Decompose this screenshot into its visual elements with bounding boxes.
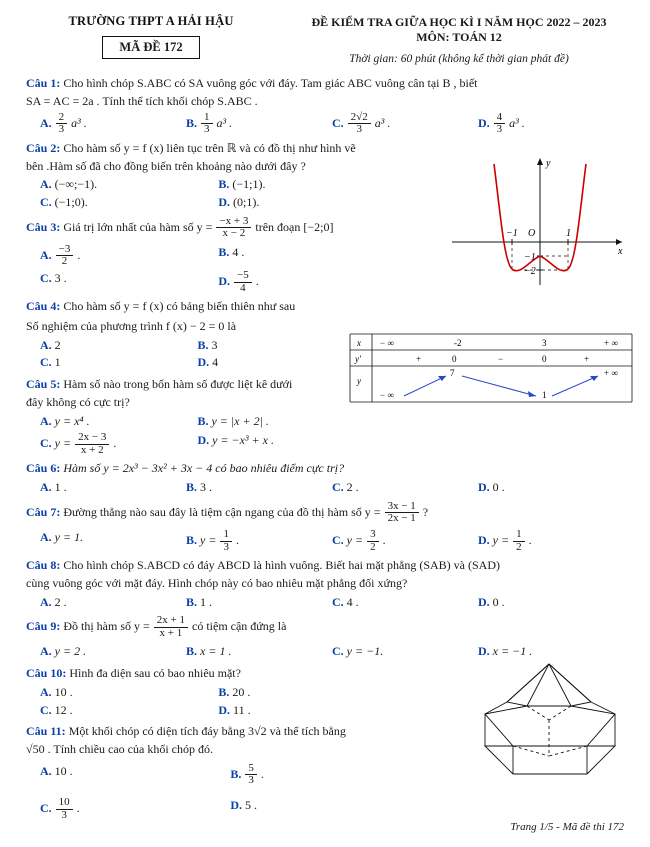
option-d[interactable] xyxy=(478,112,624,136)
question-3 xyxy=(26,216,397,294)
option-c-label: C. xyxy=(40,800,52,815)
svg-text:x: x xyxy=(357,338,361,348)
option-c[interactable] xyxy=(332,594,478,612)
option-b[interactable] xyxy=(218,176,396,194)
option-d-label: D. xyxy=(478,532,490,547)
option-d[interactable] xyxy=(478,643,624,661)
question-8-label: Câu 8: xyxy=(26,558,61,573)
exam-duration: Thời gian: 60 phút (không kể thời gian phát đề) xyxy=(349,53,569,66)
option-c[interactable] xyxy=(332,479,478,497)
option-d-tail: . xyxy=(255,273,259,288)
option-c-tail: . xyxy=(76,800,80,815)
question-1-label: Câu 1: xyxy=(26,76,61,91)
option-c-label: C. xyxy=(40,702,52,717)
option-a-tail: . xyxy=(77,247,81,262)
option-a-body: 10 . xyxy=(54,763,73,778)
page-footer: Trang 1/5 - Mã đề thi 172 xyxy=(510,821,624,833)
option-a[interactable] xyxy=(40,413,197,431)
exam-code-box: MÃ ĐỀ 172 xyxy=(102,36,199,59)
svg-text:+ ∞: + ∞ xyxy=(604,338,618,348)
option-b[interactable] xyxy=(186,529,332,553)
svg-text:1: 1 xyxy=(566,228,571,239)
option-c[interactable] xyxy=(332,643,478,661)
option-c[interactable] xyxy=(332,112,478,136)
option-d-body: 5 . xyxy=(245,798,257,813)
option-b-label: B. xyxy=(197,413,209,428)
question-7-label: Câu 7: xyxy=(26,504,61,519)
question-7-fraction: $\frac{3x - 1}{2x - 1}$ xyxy=(385,501,419,525)
option-c[interactable] xyxy=(332,529,478,553)
option-a-tail: a³ . xyxy=(71,115,87,130)
question-10-options xyxy=(26,684,397,720)
option-c-tail: . xyxy=(113,436,117,451)
option-b[interactable] xyxy=(218,244,396,268)
question-11 xyxy=(26,723,421,821)
option-a-label: A. xyxy=(40,480,52,495)
option-d-tail: . xyxy=(528,532,532,547)
question-6 xyxy=(26,460,624,497)
option-c-body: 12 . xyxy=(54,702,73,717)
option-a[interactable] xyxy=(40,763,230,787)
svg-text:7: 7 xyxy=(450,368,455,378)
question-5-options xyxy=(26,413,355,457)
option-b-label: B. xyxy=(186,115,198,130)
subject-line: MÔN: TOÁN 12 xyxy=(416,30,502,45)
question-6-label: Câu 6: xyxy=(26,461,61,476)
option-d[interactable] xyxy=(478,529,624,553)
svg-text:x: x xyxy=(618,246,623,257)
school-name: TRƯỜNG THPT A HẢI HẬU xyxy=(68,14,234,28)
option-b-fraction: $\frac{5}{3}$ xyxy=(245,763,257,787)
option-d-label: D. xyxy=(218,195,231,210)
option-c-body: y = −1. xyxy=(346,644,384,659)
document-header xyxy=(0,0,650,65)
exam-title: ĐỀ KIỂM TRA GIỮA HỌC KÌ I NĂM HỌC 2022 – 2023 xyxy=(311,15,607,29)
polyhedron-svg xyxy=(467,660,632,785)
svg-text:−: − xyxy=(498,354,504,364)
option-c[interactable] xyxy=(40,270,218,294)
svg-text:0: 0 xyxy=(542,354,547,364)
option-d-body: 0 . xyxy=(492,480,505,495)
figure-function-graph xyxy=(442,150,632,290)
figure-variation-table xyxy=(346,332,636,400)
option-b-body: y = |x + 2| . xyxy=(211,413,269,428)
option-a[interactable] xyxy=(40,479,186,497)
option-a-body: 10 . xyxy=(54,684,73,699)
option-b-prefix: y = xyxy=(200,532,217,547)
option-b[interactable] xyxy=(230,763,420,787)
option-a[interactable] xyxy=(40,337,197,355)
option-b-label: B. xyxy=(186,532,198,547)
option-b-tail: . xyxy=(260,766,264,781)
option-c-body: 3 . xyxy=(54,270,67,285)
option-d-label: D. xyxy=(478,594,490,609)
option-d-fraction: $\frac{-5}{4}$ xyxy=(234,270,252,294)
option-d[interactable] xyxy=(230,797,420,821)
option-d[interactable] xyxy=(197,432,354,456)
option-a-body: 2 . xyxy=(54,594,67,609)
option-b-label: B. xyxy=(230,766,242,781)
option-a-label: A. xyxy=(40,337,52,352)
option-c-label: C. xyxy=(332,532,344,547)
svg-text:1: 1 xyxy=(542,390,547,400)
question-4-text2: Số nghiệm của phương trình f (x) − 2 = 0 là xyxy=(26,318,237,333)
question-10-label: Câu 10: xyxy=(26,666,67,681)
option-b-body: 20 . xyxy=(232,684,251,699)
svg-text:− ∞: − ∞ xyxy=(380,338,394,348)
option-d[interactable] xyxy=(218,194,396,212)
option-c-body: 1 xyxy=(54,355,61,370)
option-b[interactable] xyxy=(186,643,332,661)
svg-text:-2: -2 xyxy=(454,338,462,348)
option-d-prefix: y = xyxy=(492,532,510,547)
option-b-tail: . xyxy=(235,532,239,547)
question-3-text: Giá trị lớn nhất của hàm số y = xyxy=(63,219,213,234)
option-b[interactable] xyxy=(197,337,354,355)
question-6-options xyxy=(26,479,624,497)
question-2-text2: bên .Hàm số đã cho đồng biến trên khoảng nào dưới đây ? xyxy=(26,158,306,173)
option-d[interactable] xyxy=(197,354,354,372)
question-3-tail: trên đoạn [−2;0] xyxy=(255,219,334,234)
svg-text:y: y xyxy=(546,158,551,169)
question-5-text2: đây không có cực trị? xyxy=(26,394,130,409)
question-1-options xyxy=(26,112,624,136)
option-c-label: C. xyxy=(40,195,52,210)
option-d-body: 0 . xyxy=(492,594,505,609)
option-a-body: y = x⁴ . xyxy=(54,413,90,428)
svg-text:0: 0 xyxy=(452,354,457,364)
question-5-text: Hàm số nào trong bốn hàm số được liệt kê dưới xyxy=(63,377,293,392)
option-b[interactable] xyxy=(186,112,332,136)
option-d[interactable] xyxy=(218,270,396,294)
option-d[interactable] xyxy=(478,479,624,497)
question-3-fraction: $\frac{-x + 3}{x - 2}$ xyxy=(216,216,251,240)
question-2 xyxy=(26,140,397,212)
question-8-options xyxy=(26,594,624,612)
option-a-label: A. xyxy=(40,530,52,544)
option-d-body: x = −1 . xyxy=(492,644,533,659)
svg-text:3: 3 xyxy=(542,338,547,348)
question-7-options xyxy=(26,529,624,553)
option-c-prefix: y = xyxy=(346,532,364,547)
option-b[interactable] xyxy=(186,479,332,497)
svg-text:−1: −1 xyxy=(506,228,518,239)
option-c-label: C. xyxy=(332,115,344,130)
option-a-label: A. xyxy=(40,115,52,130)
option-b-label: B. xyxy=(186,644,198,659)
svg-text:+: + xyxy=(416,354,422,364)
question-11-options xyxy=(26,763,421,821)
option-b-body: 1 . xyxy=(200,594,213,609)
option-c[interactable] xyxy=(40,194,218,212)
option-d-label: D. xyxy=(197,433,210,448)
option-b-label: B. xyxy=(218,684,230,699)
question-10-text: Hình đa diện sau có bao nhiêu mặt? xyxy=(69,666,241,681)
option-c[interactable] xyxy=(40,797,230,821)
question-7 xyxy=(26,501,624,553)
question-11-text: Một khối chóp có diện tích đáy bằng 3√2 và thể tích bằng xyxy=(68,724,346,739)
option-b-label: B. xyxy=(186,480,198,495)
question-11-text2: √50 . Tính chiều cao của khối chóp đó. xyxy=(26,742,213,757)
question-8 xyxy=(26,557,624,611)
option-c[interactable] xyxy=(40,432,197,456)
question-9-label: Câu 9: xyxy=(26,619,61,634)
question-9-tail: có tiệm cận đứng là xyxy=(192,619,287,634)
option-a[interactable] xyxy=(40,112,186,136)
option-b-label: B. xyxy=(218,244,230,259)
question-11-label: Câu 11: xyxy=(26,724,66,739)
option-c-body: (−1;0). xyxy=(54,195,88,210)
option-d-label: D. xyxy=(197,355,210,370)
question-10 xyxy=(26,665,397,719)
option-c-label: C. xyxy=(40,436,52,451)
option-d-fraction: $\frac{1}{2}$ xyxy=(513,529,525,553)
question-9-text: Đồ thị hàm số y = xyxy=(63,619,150,634)
option-c[interactable] xyxy=(40,702,218,720)
question-1 xyxy=(26,75,624,136)
svg-text:−2: −2 xyxy=(524,266,536,277)
option-c-fraction: $\frac{2√2}{3}$ xyxy=(348,112,371,136)
question-8-text2: cùng vuông góc với mặt đáy. Hình chóp này có bao nhiêu mặt phẳng đối xứng? xyxy=(26,575,408,590)
svg-text:+: + xyxy=(584,354,590,364)
option-b-body: x = 1 . xyxy=(200,644,232,659)
option-d-label: D. xyxy=(218,273,231,288)
question-4-label: Câu 4: xyxy=(26,299,61,314)
option-a[interactable] xyxy=(40,529,186,553)
option-d-body: (0;1). xyxy=(233,195,260,210)
question-3-options xyxy=(26,244,397,294)
option-a[interactable] xyxy=(40,684,218,702)
option-b-body: (−1;1). xyxy=(232,177,266,192)
option-b-label: B. xyxy=(186,594,198,609)
option-b[interactable] xyxy=(218,684,396,702)
option-a-body: y = 2 . xyxy=(54,644,87,659)
option-c-label: C. xyxy=(332,594,344,609)
question-1-text: Cho hình chóp S.ABC có SA vuông góc với đáy. Tam giác ABC vuông cân tại B , biết xyxy=(63,76,478,91)
option-b[interactable] xyxy=(197,413,354,431)
header-right xyxy=(294,14,624,65)
option-a-label: A. xyxy=(40,177,52,192)
option-a[interactable] xyxy=(40,594,186,612)
option-c-label: C. xyxy=(40,355,52,370)
option-c-label: C. xyxy=(332,480,344,495)
option-a-body: 1 . xyxy=(54,480,67,495)
option-c-prefix: y = xyxy=(54,436,72,451)
option-a-label: A. xyxy=(40,763,52,778)
question-4-options xyxy=(26,337,355,373)
option-a-body: y = 1. xyxy=(54,530,84,544)
option-c-fraction: $\frac{10}{3}$ xyxy=(56,797,73,821)
svg-text:y′: y′ xyxy=(355,354,361,364)
question-2-text: Cho hàm số y = f (x) liên tục trên ℝ và có đồ thị như hình vẽ xyxy=(63,140,356,155)
option-a-label: A. xyxy=(40,684,52,699)
option-d-label: D. xyxy=(478,115,490,130)
option-b-label: B. xyxy=(197,337,209,352)
svg-text:−1: −1 xyxy=(524,252,536,263)
option-a-body: (−∞;−1). xyxy=(54,177,98,192)
header-left xyxy=(26,14,276,59)
option-a-label: A. xyxy=(40,594,52,609)
question-4-text: Cho hàm số y = f (x) có bảng biến thiên như sau xyxy=(63,299,296,314)
question-9-fraction: $\frac{2x + 1}{x + 1}$ xyxy=(154,615,188,639)
option-a[interactable] xyxy=(40,244,218,268)
graph-svg xyxy=(442,150,632,290)
option-c[interactable] xyxy=(40,354,197,372)
question-5 xyxy=(26,376,355,456)
option-a-label: A. xyxy=(40,413,52,428)
option-b-body: 4 . xyxy=(232,244,245,259)
svg-text:+ ∞: + ∞ xyxy=(604,368,618,378)
option-a-label: A. xyxy=(40,644,52,659)
option-d-body: y = −x³ + x . xyxy=(212,433,274,448)
option-d-label: D. xyxy=(478,644,490,659)
question-9-options xyxy=(26,643,624,661)
question-6-text: Hàm số y = 2x³ − 3x² + 3x − 4 có bao nhiêu điểm cực trị? xyxy=(63,461,345,476)
option-a-fraction: $\frac{-3}{2}$ xyxy=(56,244,74,268)
option-d-label: D. xyxy=(478,480,490,495)
option-a-body: 2 xyxy=(54,337,61,352)
option-a-label: A. xyxy=(40,247,52,262)
option-b-fraction: $\frac{1}{3}$ xyxy=(201,112,213,136)
option-d[interactable] xyxy=(478,594,624,612)
question-8-text: Cho hình chóp S.ABCD có đáy ABCD là hình vuông. Biết hai mặt phẳng (SAB) và (SAD) xyxy=(63,558,500,573)
question-7-text: Đường thẳng nào sau đây là tiệm cận ngang của đồ thị hàm số y = xyxy=(63,504,381,519)
question-2-label: Câu 2: xyxy=(26,140,61,155)
question-2-options xyxy=(26,176,397,212)
question-7-tail: ? xyxy=(422,504,429,519)
option-b-body: 3 . xyxy=(200,480,213,495)
option-d-label: D. xyxy=(230,798,242,813)
option-b-fraction: $\frac{1}{3}$ xyxy=(220,529,232,553)
option-c-body: 2 . xyxy=(346,480,359,495)
question-4 xyxy=(26,298,355,372)
option-c-label: C. xyxy=(40,270,52,285)
question-1-text2: SA = AC = 2a . Tính thể tích khối chóp S.ABC . xyxy=(26,93,258,108)
option-b-tail: a³ . xyxy=(216,115,233,130)
svg-text:O: O xyxy=(528,228,536,239)
option-b-label: B. xyxy=(218,177,230,192)
svg-text:− ∞: − ∞ xyxy=(380,390,394,400)
option-c-fraction: $\frac{3}{2}$ xyxy=(367,529,379,553)
option-c-fraction: $\frac{2x - 3}{x + 2}$ xyxy=(75,432,109,456)
option-d-body: 11 . xyxy=(233,702,251,717)
option-c-body: 4 . xyxy=(346,594,359,609)
option-c-tail: . xyxy=(382,532,386,547)
question-9 xyxy=(26,615,624,661)
option-a-fraction: $\frac{2}{3}$ xyxy=(56,112,68,136)
option-d[interactable] xyxy=(218,702,396,720)
option-d-label: D. xyxy=(218,702,231,717)
option-c-label: C. xyxy=(332,644,344,659)
option-a[interactable] xyxy=(40,176,218,194)
option-d-fraction: $\frac{4}{3}$ xyxy=(494,112,506,136)
option-a[interactable] xyxy=(40,643,186,661)
question-5-label: Câu 5: xyxy=(26,377,61,392)
variation-table-svg xyxy=(346,332,636,404)
option-d-tail: a³ . xyxy=(509,115,525,130)
question-3-label: Câu 3: xyxy=(26,219,61,234)
option-b[interactable] xyxy=(186,594,332,612)
svg-text:y: y xyxy=(357,376,361,386)
option-c-tail: a³ . xyxy=(374,115,391,130)
option-b-body: 3 xyxy=(211,337,218,352)
figure-polyhedron xyxy=(467,660,632,785)
option-d-body: 4 xyxy=(212,355,219,370)
